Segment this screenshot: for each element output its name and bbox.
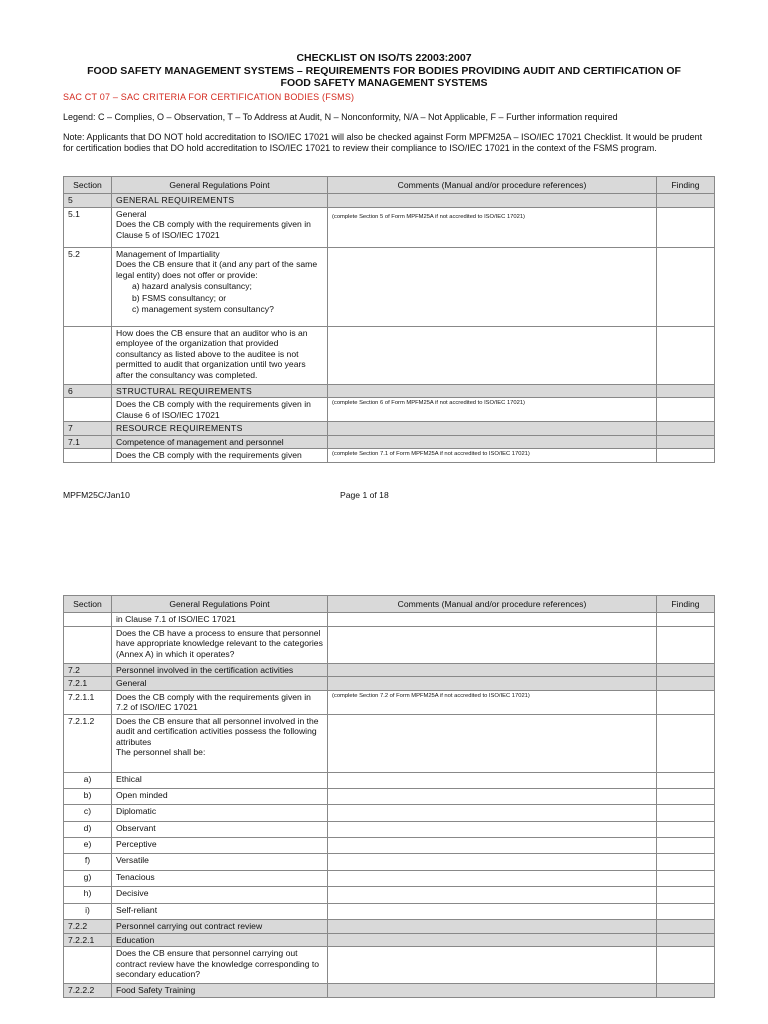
table-row xyxy=(64,677,715,691)
attribute-label: Open minded xyxy=(112,788,328,804)
attribute-letter: b) xyxy=(64,788,112,804)
comment-cell xyxy=(328,194,657,208)
section-number: 7.2.2 xyxy=(64,920,112,934)
section-heading: RESOURCE REQUIREMENTS xyxy=(112,422,328,436)
finding-cell[interactable] xyxy=(657,854,715,870)
finding-cell[interactable] xyxy=(657,247,715,326)
list-item: b) FSMS consultancy; or xyxy=(132,292,227,303)
finding-cell[interactable] xyxy=(657,449,715,463)
table-header-row xyxy=(64,177,715,194)
section-number xyxy=(64,626,112,663)
finding-cell[interactable] xyxy=(657,326,715,384)
section-number xyxy=(64,613,112,627)
attributes-list xyxy=(64,772,715,920)
table-row xyxy=(64,714,715,772)
comment-cell[interactable] xyxy=(328,326,657,384)
finding-cell[interactable] xyxy=(657,714,715,772)
subsection-heading: General xyxy=(112,677,328,691)
attribute-letter: e) xyxy=(64,838,112,854)
comment-cell[interactable] xyxy=(328,838,657,854)
header-section: Section xyxy=(64,177,112,194)
finding-cell[interactable] xyxy=(657,626,715,663)
subsection-heading: Competence of management and personnel xyxy=(112,435,328,449)
checklist-table-page-1 xyxy=(63,176,715,463)
attribute-label: Tenacious xyxy=(112,870,328,886)
table-row xyxy=(64,422,715,436)
subsection-heading: Education xyxy=(112,933,328,947)
legend-text: Legend: C – Complies, O – Observation, T – To Address at Audit, N – Nonconformity, N/A – Not Applicable, F – Further information required xyxy=(63,112,618,122)
comment-cell xyxy=(328,984,657,998)
finding-cell[interactable] xyxy=(657,613,715,627)
finding-cell xyxy=(657,984,715,998)
finding-cell xyxy=(657,384,715,398)
point-question: Does the CB ensure that personnel carrying out contract review have the knowledge corresponding to secondary education? xyxy=(112,947,328,984)
attribute-label: Decisive xyxy=(112,887,328,903)
comment-cell[interactable] xyxy=(328,207,657,247)
table-row xyxy=(64,663,715,677)
comment-cell[interactable] xyxy=(328,449,657,463)
document-subtitle-line2: FOOD SAFETY MANAGEMENT SYSTEMS xyxy=(280,77,488,89)
section-number: 7.2 xyxy=(64,663,112,677)
finding-cell[interactable] xyxy=(657,690,715,714)
section-number: 7.2.1 xyxy=(64,677,112,691)
finding-cell xyxy=(657,677,715,691)
comment-cell[interactable] xyxy=(328,613,657,627)
comment-cell[interactable] xyxy=(328,714,657,772)
comment-cell xyxy=(328,933,657,947)
section-number: 7.1 xyxy=(64,435,112,449)
attribute-row xyxy=(64,772,715,788)
section-number: 5.1 xyxy=(64,207,112,247)
point-question: How does the CB ensure that an auditor who is an employee of the organization that provided consultancy as listed above to the auditee is not permitted to audit that organization until two years after the consultancy was completed. xyxy=(112,326,328,384)
attribute-row xyxy=(64,788,715,804)
header-regulation-point: General Regulations Point xyxy=(112,177,328,194)
comment-cell[interactable] xyxy=(328,772,657,788)
point-question: Does the CB comply with the requirements given in Clause 5 of ISO/IEC 17021 xyxy=(116,219,311,240)
comment-cell xyxy=(328,435,657,449)
subsection-heading: Food Safety Training xyxy=(112,984,328,998)
point-question: Does the CB comply with the requirements given in Clause 6 of ISO/IEC 17021 xyxy=(112,398,328,422)
attribute-row xyxy=(64,821,715,837)
finding-cell[interactable] xyxy=(657,788,715,804)
finding-cell[interactable] xyxy=(657,398,715,422)
table-header-row xyxy=(64,596,715,613)
table-row xyxy=(64,613,715,627)
comment-cell[interactable] xyxy=(328,903,657,919)
table-row xyxy=(64,690,715,714)
comment-cell[interactable] xyxy=(328,788,657,804)
comment-cell xyxy=(328,384,657,398)
finding-cell[interactable] xyxy=(657,821,715,837)
attribute-letter: d) xyxy=(64,821,112,837)
attribute-letter: i) xyxy=(64,903,112,919)
section-number: 7 xyxy=(64,422,112,436)
attribute-letter: a) xyxy=(64,772,112,788)
comment-note: (complete Section 7.2 of Form MPFM25A if not accredited to ISO/IEC 17021) xyxy=(332,692,530,699)
finding-cell[interactable] xyxy=(657,772,715,788)
attribute-row xyxy=(64,805,715,821)
attribute-row xyxy=(64,887,715,903)
finding-cell xyxy=(657,422,715,436)
table-row xyxy=(64,626,715,663)
checklist-table-page-2 xyxy=(63,595,715,998)
attribute-letter: c) xyxy=(64,805,112,821)
section-number xyxy=(64,398,112,422)
finding-cell xyxy=(657,435,715,449)
finding-cell[interactable] xyxy=(657,887,715,903)
point-title: General xyxy=(116,208,147,219)
checklist-title: CHECKLIST ON ISO/TS 22003:2007 xyxy=(296,52,472,64)
page-number: Page 1 of 18 xyxy=(340,490,389,500)
comment-note: (complete Section 5 of Form MPFM25A if not accredited to ISO/IEC 17021) xyxy=(332,213,525,220)
document-page-2 xyxy=(0,512,768,1024)
section-number: 5.2 xyxy=(64,247,112,326)
attribute-row xyxy=(64,838,715,854)
finding-cell[interactable] xyxy=(657,838,715,854)
regulation-point xyxy=(112,714,328,772)
header-finding: Finding xyxy=(657,177,715,194)
table-row xyxy=(64,384,715,398)
finding-cell xyxy=(657,663,715,677)
regulation-point xyxy=(112,207,328,247)
section-number: 7.2.1.2 xyxy=(64,714,112,772)
finding-cell[interactable] xyxy=(657,947,715,984)
table-row xyxy=(64,984,715,998)
table-row xyxy=(64,435,715,449)
attribute-label: Versatile xyxy=(112,854,328,870)
finding-cell xyxy=(657,920,715,934)
header-comments: Comments (Manual and/or procedure references) xyxy=(328,177,657,194)
section-number: 7.2.2.1 xyxy=(64,933,112,947)
sac-criteria-heading: SAC CT 07 – SAC CRITERIA FOR CERTIFICATION BODIES (FSMS) xyxy=(63,92,355,102)
finding-cell[interactable] xyxy=(657,805,715,821)
header-finding: Finding xyxy=(657,596,715,613)
attribute-row xyxy=(64,903,715,919)
point-question: Does the CB comply with the requirements given xyxy=(112,449,328,463)
finding-cell xyxy=(657,194,715,208)
finding-cell[interactable] xyxy=(657,207,715,247)
point-question: Does the CB ensure that all personnel involved in the audit and certification activities possess the following attributes xyxy=(116,715,319,747)
finding-cell xyxy=(657,933,715,947)
table-row xyxy=(64,398,715,422)
regulation-point xyxy=(112,247,328,326)
comment-cell xyxy=(328,677,657,691)
header-regulation-point: General Regulations Point xyxy=(112,596,328,613)
table-row xyxy=(64,933,715,947)
section-number xyxy=(64,326,112,384)
comment-cell[interactable] xyxy=(328,854,657,870)
finding-cell[interactable] xyxy=(657,903,715,919)
section-heading: STRUCTURAL REQUIREMENTS xyxy=(112,384,328,398)
attribute-label: Perceptive xyxy=(112,838,328,854)
point-question: in Clause 7.1 of ISO/IEC 17021 xyxy=(112,613,328,627)
comment-cell xyxy=(328,920,657,934)
subsection-heading: Personnel involved in the certification activities xyxy=(112,663,328,677)
attribute-label: Observant xyxy=(112,821,328,837)
point-question: Does the CB ensure that it (and any part of the same legal entity) does not offer or provide: xyxy=(116,259,318,280)
section-number: 6 xyxy=(64,384,112,398)
attribute-row xyxy=(64,870,715,886)
comment-cell[interactable] xyxy=(328,821,657,837)
subsection-heading: Personnel carrying out contract review xyxy=(112,920,328,934)
list-item: a) hazard analysis consultancy; xyxy=(132,281,252,291)
section-number: 7.2.2.2 xyxy=(64,984,112,998)
comment-cell[interactable] xyxy=(328,690,657,714)
document-subtitle-line1: FOOD SAFETY MANAGEMENT SYSTEMS – REQUIREMENTS FOR BODIES PROVIDING AUDIT AND CERTIFICATION OF xyxy=(87,65,681,77)
comment-note: (complete Section 7.1 of Form MPFM25A if not accredited to ISO/IEC 17021) xyxy=(332,451,530,457)
attribute-label: Ethical xyxy=(112,772,328,788)
comment-cell[interactable] xyxy=(328,805,657,821)
section-number xyxy=(64,449,112,463)
point-question: Does the CB have a process to ensure that personnel have appropriate knowledge relevant to the categories (Annex A) in which it operates? xyxy=(112,626,328,663)
header-comments: Comments (Manual and/or procedure references) xyxy=(328,596,657,613)
comment-cell xyxy=(328,422,657,436)
attribute-letter: g) xyxy=(64,870,112,886)
consultancy-list xyxy=(116,281,323,316)
comment-cell xyxy=(328,663,657,677)
table-row xyxy=(64,207,715,247)
comment-cell[interactable] xyxy=(328,870,657,886)
section-heading: GENERAL REQUIREMENTS xyxy=(112,194,328,208)
section-number xyxy=(64,947,112,984)
comment-cell[interactable] xyxy=(328,398,657,422)
form-code: MPFM25C/Jan10 xyxy=(63,490,130,500)
table-row xyxy=(64,194,715,208)
attribute-label: Diplomatic xyxy=(112,805,328,821)
section-number: 5 xyxy=(64,194,112,208)
attribute-row xyxy=(64,854,715,870)
point-question: Does the CB comply with the requirements given in 7.2 of ISO/IEC 17021 xyxy=(112,690,328,714)
attribute-label: Self-reliant xyxy=(112,903,328,919)
section-number: 7.2.1.1 xyxy=(64,690,112,714)
finding-cell[interactable] xyxy=(657,870,715,886)
attribute-letter: f) xyxy=(64,854,112,870)
comment-cell[interactable] xyxy=(328,887,657,903)
comment-cell[interactable] xyxy=(328,947,657,984)
comment-cell[interactable] xyxy=(328,247,657,326)
point-subtext: The personnel shall be: xyxy=(116,747,206,757)
header-section: Section xyxy=(64,596,112,613)
list-item: c) management system consultancy? xyxy=(132,304,274,314)
attribute-letter: h) xyxy=(64,887,112,903)
table-row xyxy=(64,247,715,326)
table-row xyxy=(64,947,715,984)
comment-cell[interactable] xyxy=(328,626,657,663)
comment-note: (complete Section 6 of Form MPFM25A if not accredited to ISO/IEC 17021) xyxy=(332,400,525,406)
table-row xyxy=(64,449,715,463)
table-row xyxy=(64,920,715,934)
point-title: Management of Impartiality xyxy=(116,248,220,259)
table-row xyxy=(64,326,715,384)
note-paragraph: Note: Applicants that DO NOT hold accreditation to ISO/IEC 17021 will also be checked against Form MPFM25A – ISO/IEC 17021 Checklist. It would be prudent for certification bodies that DO hold accreditation to ISO/IEC 17021 to review their compliance to ISO/IEC 17021 in the context of the FSMS program. xyxy=(63,132,703,153)
